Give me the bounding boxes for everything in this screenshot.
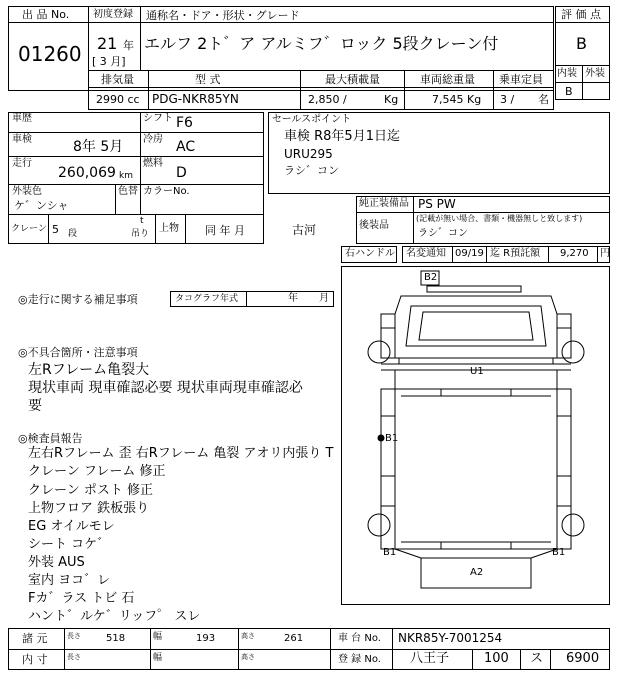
damage-label-b1-left: B1 xyxy=(385,433,399,444)
inspector-line-10: ハント゛ルケ゛リッフ゜ スレ xyxy=(28,609,201,624)
recycle-deposit-value: 9,270 xyxy=(560,248,589,259)
ac-value: AC xyxy=(176,139,196,155)
driving-notes-title: ◎走行に関する補足事項 xyxy=(18,293,138,306)
defect-line-2: 現状車両 現車確認必要 現状車両現車確認必 xyxy=(28,380,303,396)
tachograph-label: タコグラフ年式 xyxy=(175,294,239,304)
registration-year: 21 xyxy=(97,34,118,53)
exterior-color-value: ケ゛ンシャ xyxy=(14,199,69,212)
capacity-unit: 名 xyxy=(538,93,549,106)
defect-line-3: 要 xyxy=(28,398,42,414)
inspector-line-9: Fカ゛ラス トビ 石 xyxy=(28,591,135,606)
tachograph-year-unit: 年 xyxy=(288,293,298,304)
height-value: 261 xyxy=(284,633,304,644)
lot-label: 出 品 No. xyxy=(22,8,70,21)
color-change-label: 色替 xyxy=(118,186,138,197)
crane-ton-unit-top: t xyxy=(140,216,144,226)
registration-kana: ス xyxy=(530,651,544,666)
defect-line-1: 左Rフレーム亀裂大 xyxy=(28,362,150,378)
height-label: 高さ xyxy=(241,632,255,640)
crane-label: クレーン xyxy=(11,224,47,234)
upper-body-maker: 古河 xyxy=(292,223,317,237)
inspector-report-title: ◎検査員報告 xyxy=(18,432,83,445)
shift-label: シフト xyxy=(143,113,173,124)
fuel-value: D xyxy=(176,165,187,181)
inspection-label: 車検 xyxy=(12,134,32,145)
front-left-wheel xyxy=(368,341,390,363)
width-label: 幅 xyxy=(153,632,163,642)
inner-width-label: 幅 xyxy=(153,653,163,663)
odometer-change-date: 09/19 xyxy=(455,248,484,259)
damage-label-u1: U1 xyxy=(470,366,484,377)
defects-title: ◎不具合箇所・注意事項 xyxy=(18,346,138,359)
inspection-value: 8年 5月 xyxy=(73,139,124,155)
rear-left-wheel xyxy=(368,514,390,536)
sales-point-line-2: URU295 xyxy=(284,147,333,161)
aftermarket-value: ラシ゛コン xyxy=(418,228,468,239)
mileage-value: 260,069 xyxy=(58,165,116,181)
yen-unit: 円 xyxy=(600,248,610,259)
length-value: 518 xyxy=(106,633,126,644)
shift-value: F6 xyxy=(176,115,193,131)
crane-ton-unit: 吊り xyxy=(131,229,150,239)
inspector-line-2: クレーン フレーム 修正 xyxy=(28,464,166,479)
standard-equipment-value: PS PW xyxy=(418,197,456,211)
overall-grade: B xyxy=(576,34,587,53)
max-load-unit: Kg xyxy=(384,93,399,106)
damage-label-b1-rear-left: B1 xyxy=(383,547,397,558)
capacity-label: 乗車定員 xyxy=(499,73,543,86)
max-load-value: 2,850 / xyxy=(308,93,347,106)
chassis-number-label: 車 台 No. xyxy=(338,633,381,644)
sales-point-line-3: ラシ゛コン xyxy=(284,164,339,177)
upper-body-label: 上物 xyxy=(159,223,179,234)
steering-value: 右ハンドル xyxy=(345,248,395,259)
lot-number: 01260 xyxy=(18,42,82,66)
registration-month: [ 3 月] xyxy=(92,55,126,68)
registration-year-unit: 年 xyxy=(123,39,134,52)
inspector-line-3: クレーン ポスト 修正 xyxy=(28,483,154,498)
cab-outline xyxy=(395,296,557,358)
registration-serial: 6900 xyxy=(566,651,600,666)
displacement-label: 排気量 xyxy=(101,73,134,86)
roof-marker xyxy=(427,286,521,292)
exterior-color-label: 外装色 xyxy=(12,186,42,197)
fuel-label: 燃料 xyxy=(143,158,163,169)
truck-damage-diagram xyxy=(341,266,610,605)
model-value: PDG-NKR85YN xyxy=(152,92,239,106)
damage-label-b2: B2 xyxy=(424,272,438,283)
first-registration-label: 初度登録 xyxy=(93,9,133,20)
registration-class: 100 xyxy=(484,651,509,666)
chassis-number-value: NKR85Y-7001254 xyxy=(398,631,503,645)
upper-body-date: 同 年 月 xyxy=(205,224,245,237)
inner-dimensions-label: 内 寸 xyxy=(22,653,48,666)
ac-label: 冷房 xyxy=(143,134,163,145)
capacity-value: 3 / xyxy=(500,93,515,106)
inspector-line-4: 上物フロア 鉄板張り xyxy=(28,501,150,516)
aftermarket-label: 後装品 xyxy=(359,220,389,231)
damage-label-b1-rear-right: B1 xyxy=(552,547,566,558)
registration-area: 八王子 xyxy=(410,651,450,666)
crane-stages: 5 xyxy=(52,223,59,236)
cargo-box-outline xyxy=(395,389,557,549)
dimensions-label: 諸 元 xyxy=(22,632,48,645)
gross-weight-value: 7,545 Kg xyxy=(432,93,482,106)
inspector-line-6: シート コケ゛ xyxy=(28,537,111,552)
car-name-label: 通称名・ドア・形状・グレード xyxy=(146,9,300,22)
model-label: 型 式 xyxy=(195,73,221,86)
inspector-line-7: 外装 AUS xyxy=(28,555,85,570)
inspector-line-1: 左右Rフレーム 歪 右Rフレーム 亀裂 アオリ内張り T xyxy=(28,446,334,461)
inspector-line-5: EG オイルモレ xyxy=(28,519,115,534)
max-load-label: 最大積載量 xyxy=(325,73,380,86)
inner-length-label: 長さ xyxy=(67,653,81,661)
history-label: 車歴 xyxy=(12,113,32,124)
displacement-value: 2990 cc xyxy=(96,93,140,106)
car-name: エルフ 2ト゛ア アルミフ゛ロック 5段クレーン付 xyxy=(144,34,499,53)
gross-weight-label: 車両総重量 xyxy=(420,73,475,86)
aftermarket-note: (記載が無い場合、書類・機器無しと致します) xyxy=(416,214,583,223)
inner-height-label: 高さ xyxy=(241,653,255,661)
length-label: 長さ xyxy=(67,632,81,640)
mileage-label: 走行 xyxy=(12,158,32,169)
interior-grade-label: 内装 xyxy=(557,68,577,79)
crane-stage-unit: 段 xyxy=(68,229,78,239)
odometer-change-label: 名変通知 xyxy=(406,248,446,259)
registration-number-label: 登 録 No. xyxy=(338,654,381,665)
mileage-unit: km xyxy=(119,171,133,181)
damage-point xyxy=(378,435,384,441)
inspector-line-8: 室内 ヨコ゛レ xyxy=(28,573,111,588)
damage-label-a2: A2 xyxy=(470,567,484,578)
tachograph-month-unit: 月 xyxy=(319,293,329,304)
color-number-label: カラーNo. xyxy=(143,186,190,197)
interior-grade: B xyxy=(565,85,573,98)
sales-point-line-1: 車検 R8年5月1日迄 xyxy=(284,129,400,144)
width-value: 193 xyxy=(196,633,216,644)
rear-right-wheel xyxy=(562,514,584,536)
recycle-deposit-label: 迄 R預託額 xyxy=(490,248,541,259)
sales-point-label: セールスポイント xyxy=(272,114,352,125)
standard-equipment-label: 純正装備品 xyxy=(359,198,409,209)
front-right-wheel xyxy=(562,341,584,363)
grade-label: 評 価 点 xyxy=(561,8,601,21)
exterior-grade-label: 外装 xyxy=(585,68,605,79)
